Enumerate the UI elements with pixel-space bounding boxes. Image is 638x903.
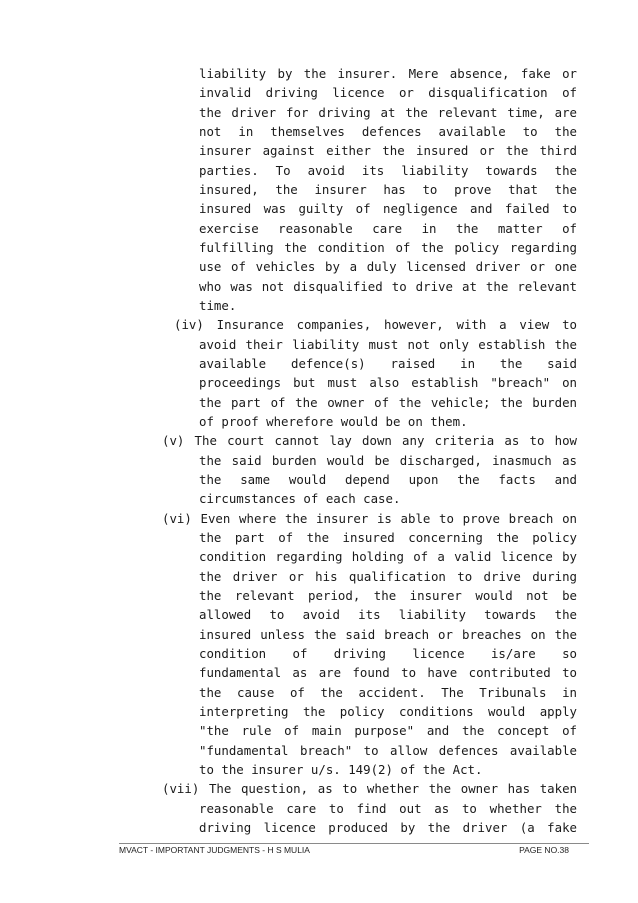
body-line: the cause of the accident. The Tribunals in <box>199 685 577 700</box>
body-line: not in themselves defences available to the <box>199 124 577 139</box>
body-line: insured, the insurer has to prove that the <box>199 182 577 197</box>
list-item-vi: (vi) Even where the insurer is able to prove breach on <box>162 511 577 526</box>
list-item-v: (v) The court cannot lay down any criteria as to how <box>162 433 577 448</box>
list-item-iv: (iv) Insurance companies, however, with a view to <box>174 317 577 332</box>
body-line: the driver or his qualification to drive during <box>199 569 577 584</box>
footer-title: MVACT - IMPORTANT JUDGMENTS - H S MULIA <box>119 845 310 855</box>
body-line: insured was guilty of negligence and failed to <box>199 201 577 216</box>
body-line: the same would depend upon the facts and <box>199 472 577 487</box>
body-line: who was not disqualified to drive at the relevant <box>199 279 577 294</box>
body-line: insurer against either the insured or the third <box>199 143 577 158</box>
body-line: the said burden would be discharged, inasmuch as <box>199 453 577 468</box>
body-line: the driver for driving at the relevant time, are <box>199 105 577 120</box>
body-line: driving licence produced by the driver (a fake <box>199 820 577 835</box>
body-line: invalid driving licence or disqualification of <box>199 85 577 100</box>
page-number: PAGE NO.38 <box>519 845 569 855</box>
body-line: the part of the owner of the vehicle; the burden <box>199 395 577 410</box>
body-line: avoid their liability must not only establish the <box>199 337 577 352</box>
body-line: fundamental as are found to have contributed to <box>199 665 577 680</box>
body-line: to the insurer u/s. 149(2) of the Act. <box>199 762 483 777</box>
body-line: the relevant period, the insurer would not be <box>199 588 577 603</box>
body-line: condition regarding holding of a valid licence by <box>199 549 577 564</box>
body-line: interpreting the policy conditions would apply <box>199 704 577 719</box>
body-line: parties. To avoid its liability towards the <box>199 163 577 178</box>
body-line: condition of driving licence is/are so <box>199 646 577 661</box>
body-line: allowed to avoid its liability towards the <box>199 607 577 622</box>
footer-divider <box>119 843 589 844</box>
body-line: circumstances of each case. <box>199 491 401 506</box>
body-line: "the rule of main purpose" and the concept of <box>199 723 577 738</box>
body-line: of proof wherefore would be on them. <box>199 414 468 429</box>
body-line: proceedings but must also establish "breach" on <box>199 375 577 390</box>
body-line: time. <box>199 298 237 313</box>
body-line: exercise reasonable care in the matter of <box>199 221 577 236</box>
body-line: use of vehicles by a duly licensed driver or one <box>199 259 577 274</box>
body-line: reasonable care to find out as to whether the <box>199 801 577 816</box>
body-line: "fundamental breach" to allow defences available <box>199 743 577 758</box>
body-line: available defence(s) raised in the said <box>199 356 577 371</box>
body-line: fulfilling the condition of the policy regarding <box>199 240 577 255</box>
list-item-vii: (vii) The question, as to whether the owner has taken <box>162 781 577 796</box>
body-line: liability by the insurer. Mere absence, fake or <box>199 66 577 81</box>
body-line: insured unless the said breach or breaches on the <box>199 627 577 642</box>
body-line: the part of the insured concerning the policy <box>199 530 577 545</box>
